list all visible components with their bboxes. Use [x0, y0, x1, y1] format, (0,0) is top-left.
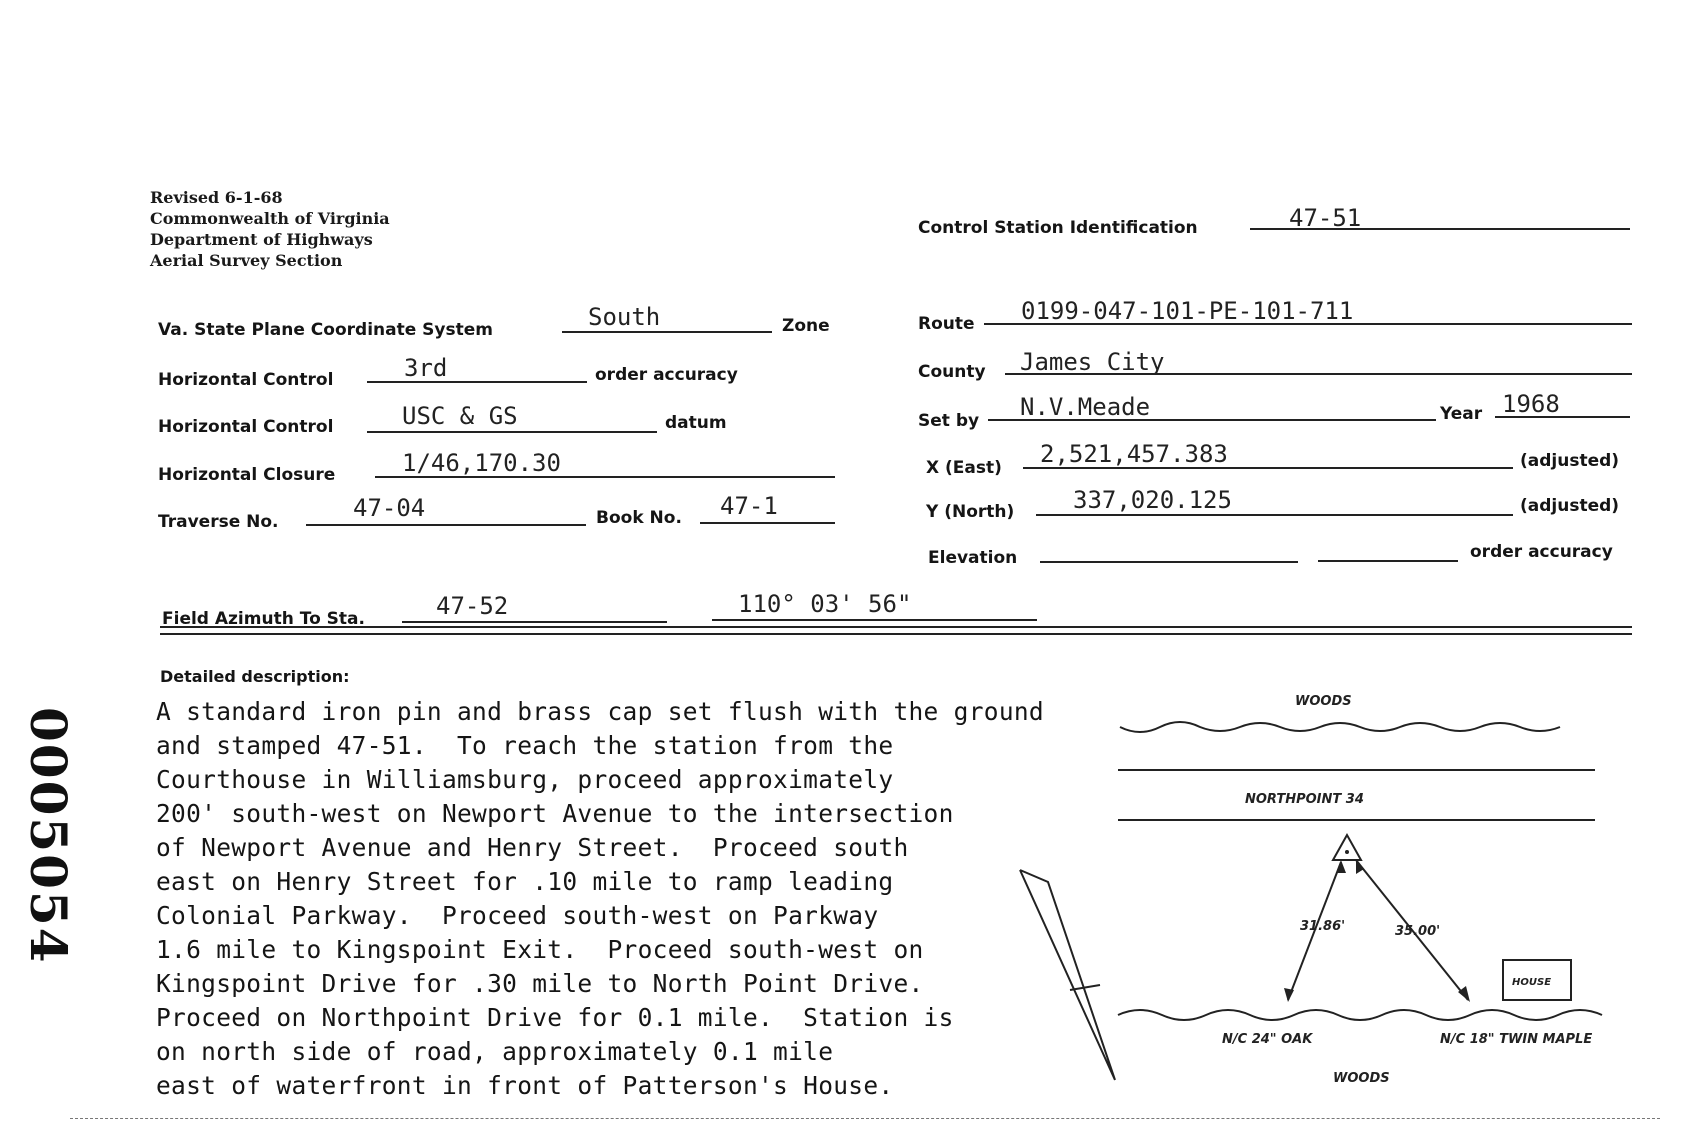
- sketch-distance-right: 35.00': [1395, 924, 1441, 939]
- y-north-value: 337,020.125: [1073, 486, 1232, 514]
- description-line: 200' south-west on Newport Avenue to the intersection: [156, 799, 954, 828]
- description-line: Courthouse in Williamsburg, proceed approximately: [156, 765, 894, 794]
- closure-label: Horizontal Closure: [158, 465, 336, 485]
- org-commonwealth: Commonwealth of Virginia: [150, 209, 390, 228]
- route-value: 0199-047-101-PE-101-711: [1021, 297, 1354, 325]
- elevation-accuracy-line: [1318, 560, 1458, 562]
- csi-label: Control Station Identification: [918, 218, 1198, 238]
- org-section: Aerial Survey Section: [150, 251, 343, 270]
- description-line: A standard iron pin and brass cap set flush with the ground: [156, 697, 1044, 726]
- location-sketch: [1000, 670, 1660, 1120]
- elevation-order-accuracy-label: order accuracy: [1470, 542, 1613, 562]
- horizontal-control-label-2: Horizontal Control: [158, 417, 334, 437]
- azimuth-value: 110° 03' 56": [738, 590, 912, 618]
- traverse-label: Traverse No.: [158, 512, 279, 532]
- description-text: [156, 695, 1044, 1103]
- section-rule-bottom: [160, 633, 1632, 635]
- datum-label: datum: [665, 413, 727, 433]
- elevation-label: Elevation: [928, 548, 1018, 568]
- route-label: Route: [918, 314, 975, 334]
- description-heading: Detailed description:: [160, 667, 350, 686]
- sketch-tree-left: N/C 24" OAK: [1222, 1032, 1313, 1047]
- book-value: 47-1: [720, 492, 778, 520]
- setby-value: N.V.Meade: [1020, 393, 1151, 421]
- coord-system-line: [562, 331, 772, 333]
- y-north-label: Y (North): [926, 502, 1015, 522]
- azimuth-station-line: [402, 621, 667, 623]
- form-header: [150, 187, 390, 271]
- hc1-line: [367, 381, 587, 383]
- county-label: County: [918, 362, 986, 382]
- bottom-edge-line: [70, 1118, 1660, 1119]
- year-value: 1968: [1502, 390, 1560, 418]
- coord-system-value: South: [588, 303, 661, 331]
- traverse-line: [306, 524, 586, 526]
- revised-date: Revised 6-1-68: [150, 188, 283, 207]
- description-line: east on Henry Street for .10 mile to ramp leading: [156, 867, 894, 896]
- sketch-woods-top: WOODS: [1295, 694, 1352, 709]
- azimuth-station: 47-52: [436, 592, 509, 620]
- sketch-woods-bottom: WOODS: [1333, 1071, 1390, 1086]
- book-line: [700, 522, 835, 524]
- section-rule-top: [160, 626, 1632, 628]
- x-adjusted-label: (adjusted): [1520, 451, 1620, 471]
- description-line: on north side of road, approximately 0.1 mile: [156, 1037, 834, 1066]
- azimuth-label: Field Azimuth To Sta.: [162, 609, 365, 629]
- horizontal-control-value-2: USC & GS: [402, 402, 518, 430]
- elevation-line: [1040, 561, 1298, 563]
- description-line: Kingspoint Drive for .30 mile to North Point Drive.: [156, 969, 924, 998]
- woods-edge-top: [1120, 722, 1560, 732]
- county-value: James City: [1020, 348, 1165, 376]
- azimuth-value-line: [712, 619, 1037, 621]
- document-stamp-number: 0005054: [19, 707, 78, 965]
- sketch-tree-right: N/C 18" TWIN MAPLE: [1440, 1032, 1593, 1047]
- sketch-house-label: HOUSE: [1512, 977, 1552, 988]
- description-line: east of waterfront in front of Patterson's House.: [156, 1071, 894, 1100]
- zone-label: Zone: [782, 316, 830, 336]
- x-east-value: 2,521,457.383: [1040, 440, 1228, 468]
- sketch-distance-left: 31.86': [1300, 919, 1346, 934]
- order-accuracy-label: order accuracy: [595, 365, 738, 385]
- woods-edge-bottom: [1118, 1010, 1602, 1020]
- horizontal-control-value-1: 3rd: [404, 354, 448, 382]
- description-line: and stamped 47-51. To reach the station from the: [156, 731, 894, 760]
- year-label: Year: [1440, 404, 1483, 424]
- traverse-value: 47-04: [353, 494, 426, 522]
- horizontal-control-label-1: Horizontal Control: [158, 370, 334, 390]
- north-arrow-icon: [1020, 870, 1115, 1080]
- org-department: Department of Highways: [150, 230, 373, 249]
- x-east-label: X (East): [926, 458, 1002, 478]
- closure-value: 1/46,170.30: [402, 449, 561, 477]
- book-label: Book No.: [596, 508, 682, 528]
- description-line: Proceed on Northpoint Drive for 0.1 mile. Station is: [156, 1003, 954, 1032]
- description-line: 1.6 mile to Kingspoint Exit. Proceed south-west on: [156, 935, 924, 964]
- description-line: of Newport Avenue and Henry Street. Proceed south: [156, 833, 909, 862]
- y-north-line: [1036, 514, 1513, 516]
- description-line: Colonial Parkway. Proceed south-west on Parkway: [156, 901, 879, 930]
- csi-value: 47-51: [1289, 204, 1362, 232]
- sketch-road-label: NORTHPOINT 34: [1245, 792, 1364, 807]
- hc2-line: [367, 431, 657, 433]
- y-adjusted-label: (adjusted): [1520, 496, 1620, 516]
- setby-label: Set by: [918, 411, 980, 431]
- station-triangle-icon: [1333, 835, 1361, 860]
- coord-system-label: Va. State Plane Coordinate System: [158, 320, 493, 340]
